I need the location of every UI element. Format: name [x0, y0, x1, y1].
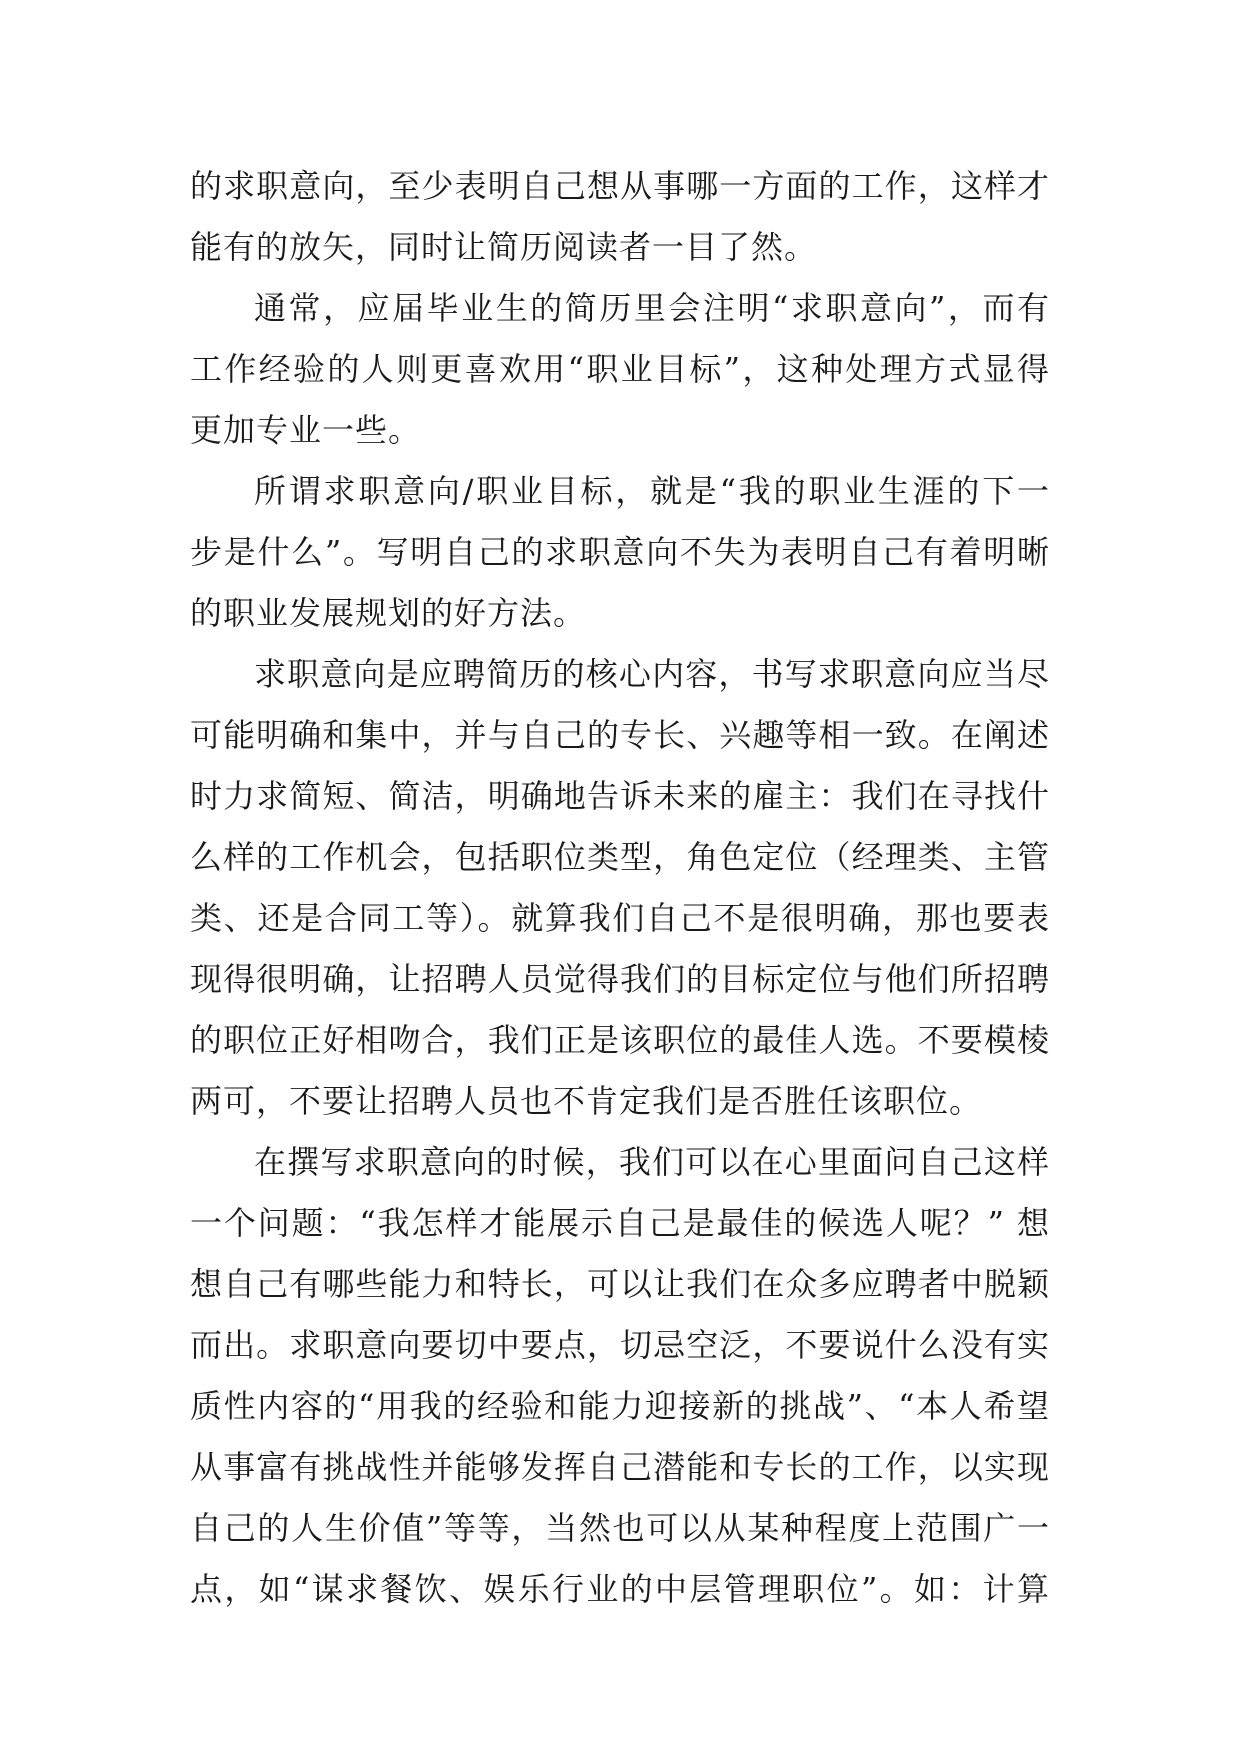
text-line: 从事富有挑战性并能够发挥自己潜能和专长的工作，以实现: [190, 1448, 1050, 1486]
text-line: 点，如“谋求餐饮、娱乐行业的中层管理职位”。如：计算: [190, 1570, 1050, 1608]
text-line: 求职意向是应聘简历的核心内容，书写求职意向应当尽: [254, 655, 1050, 693]
text-line: 一个问题：“我怎样才能展示自己是最佳的候选人呢？” 想: [190, 1204, 1050, 1242]
text-line: 能有的放矢，同时让简历阅读者一目了然。: [190, 228, 818, 266]
body-text: [190, 156, 1050, 1620]
text-line: 的求职意向，至少表明自己想从事哪一方面的工作，这样才: [190, 167, 1050, 205]
paragraph-1: [190, 156, 1050, 278]
text-line: 想自己有哪些能力和特长，可以让我们在众多应聘者中脱颖: [190, 1265, 1050, 1303]
text-line: 类、还是合同工等）。就算我们自己不是很明确，那也要表: [190, 899, 1050, 937]
text-line: 两可，不要让招聘人员也不肯定我们是否胜任该职位。: [190, 1082, 983, 1120]
text-line: 现得很明确，让招聘人员觉得我们的目标定位与他们所招聘: [190, 960, 1050, 998]
paragraph-3: [190, 461, 1050, 644]
text-line: 在撰写求职意向的时候，我们可以在心里面问自己这样: [254, 1143, 1050, 1181]
text-line: 可能明确和集中，并与自己的专长、兴趣等相一致。在阐述: [190, 716, 1050, 754]
text-line: 自己的人生价值”等等，当然也可以从某种程度上范围广一: [190, 1509, 1050, 1547]
text-line: 所谓求职意向/职业目标，就是“我的职业生涯的下一: [254, 472, 1050, 510]
text-line: 质性内容的“用我的经验和能力迎接新的挑战”、“本人希望: [190, 1387, 1050, 1425]
text-line: 的职业发展规划的好方法。: [190, 594, 587, 632]
text-line: 而出。求职意向要切中要点，切忌空泛，不要说什么没有实: [190, 1326, 1050, 1364]
text-line: 步是什么”。写明自己的求职意向不失为表明自己有着明晰: [190, 533, 1050, 571]
paragraph-2: [190, 278, 1050, 461]
text-line: 工作经验的人则更喜欢用“职业目标”，这种处理方式显得: [190, 350, 1050, 388]
text-line: 么样的工作机会，包括职位类型，角色定位（经理类、主管: [190, 838, 1050, 876]
text-line: 通常，应届毕业生的简历里会注明“求职意向”，而有: [254, 289, 1050, 327]
text-line: 更加专业一些。: [190, 411, 422, 449]
text-line: 时力求简短、简洁，明确地告诉未来的雇主：我们在寻找什: [190, 777, 1050, 815]
paragraph-5: [190, 1132, 1050, 1620]
text-line: 的职位正好相吻合，我们正是该职位的最佳人选。不要模棱: [190, 1021, 1050, 1059]
paragraph-4: [190, 644, 1050, 1132]
